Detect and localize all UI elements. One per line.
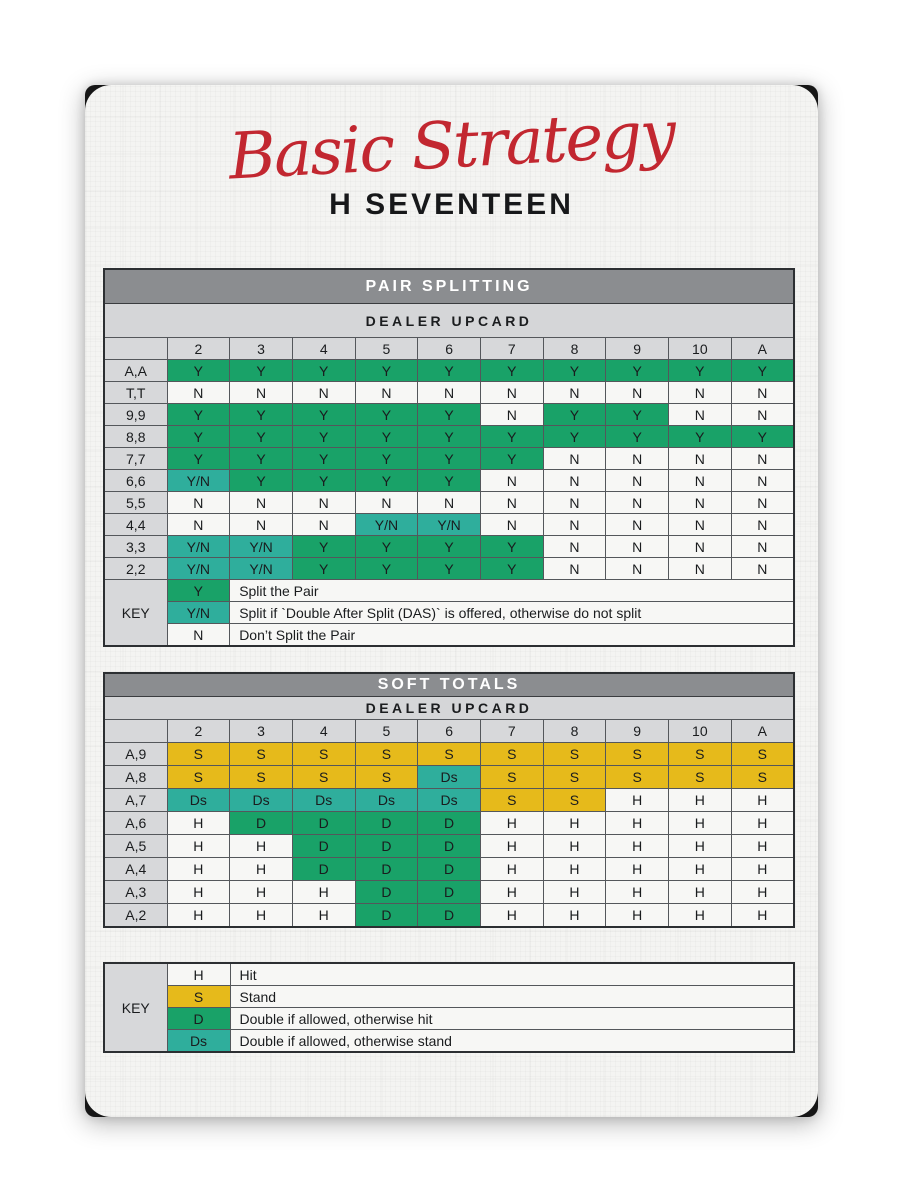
strategy-cell: Y/N bbox=[355, 514, 418, 536]
strategy-cell: Y/N bbox=[230, 558, 293, 580]
corner-cell bbox=[104, 338, 167, 360]
column-header-9: 9 bbox=[606, 720, 669, 743]
strategy-cell: H bbox=[167, 835, 230, 858]
strategy-cell: H bbox=[669, 881, 732, 904]
strategy-cell: N bbox=[480, 492, 543, 514]
strategy-cell: N bbox=[480, 404, 543, 426]
strategy-cell: D bbox=[292, 835, 355, 858]
column-header-4: 4 bbox=[292, 720, 355, 743]
strategy-cell: Y bbox=[606, 360, 669, 382]
strategy-cell: N bbox=[418, 492, 481, 514]
strategy-cell: N bbox=[543, 514, 606, 536]
strategy-cell: Ds bbox=[292, 789, 355, 812]
strategy-cell: Y bbox=[606, 426, 669, 448]
key-chip: D bbox=[167, 1008, 230, 1030]
key-description: Split the Pair bbox=[230, 580, 794, 602]
strategy-cell: N bbox=[731, 558, 794, 580]
strategy-cell: Y bbox=[230, 448, 293, 470]
strategy-cell: N bbox=[731, 404, 794, 426]
strategy-cell: N bbox=[355, 492, 418, 514]
strategy-cell: N bbox=[355, 382, 418, 404]
strategy-cell: H bbox=[167, 858, 230, 881]
strategy-cell: H bbox=[167, 904, 230, 928]
strategy-cell: H bbox=[731, 789, 794, 812]
strategy-cell: Y bbox=[355, 558, 418, 580]
strategy-cell: Y/N bbox=[167, 536, 230, 558]
column-header-2: 2 bbox=[167, 338, 230, 360]
row-label: 6,6 bbox=[104, 470, 167, 492]
strategy-cell: S bbox=[230, 743, 293, 766]
strategy-cell: D bbox=[418, 835, 481, 858]
strategy-cell: D bbox=[355, 881, 418, 904]
strategy-cell: H bbox=[480, 904, 543, 928]
strategy-cell: Y bbox=[167, 426, 230, 448]
strategy-cell: H bbox=[480, 858, 543, 881]
strategy-cell: D bbox=[355, 904, 418, 928]
strategy-cell: Y bbox=[167, 360, 230, 382]
strategy-cell: Y/N bbox=[418, 514, 481, 536]
strategy-cell: N bbox=[606, 514, 669, 536]
strategy-cell: Y bbox=[418, 404, 481, 426]
strategy-cell: S bbox=[480, 789, 543, 812]
strategy-cell: H bbox=[167, 812, 230, 835]
strategy-cell: N bbox=[669, 558, 732, 580]
strategy-cell: N bbox=[543, 382, 606, 404]
strategy-cell: S bbox=[230, 766, 293, 789]
strategy-cell: S bbox=[292, 766, 355, 789]
strategy-cell: N bbox=[543, 448, 606, 470]
strategy-cell: H bbox=[543, 835, 606, 858]
strategy-cell: S bbox=[167, 743, 230, 766]
strategy-cell: Y bbox=[418, 470, 481, 492]
strategy-cell: Y bbox=[418, 536, 481, 558]
strategy-cell: N bbox=[543, 558, 606, 580]
key-description: Double if allowed, otherwise hit bbox=[230, 1008, 794, 1030]
strategy-cell: N bbox=[230, 492, 293, 514]
key-chip: Y bbox=[167, 580, 230, 602]
key-description: Hit bbox=[230, 963, 794, 986]
strategy-cell: Y bbox=[606, 404, 669, 426]
row-label: 8,8 bbox=[104, 426, 167, 448]
strategy-cell: N bbox=[480, 382, 543, 404]
strategy-cell: N bbox=[292, 382, 355, 404]
column-header-5: 5 bbox=[355, 720, 418, 743]
strategy-cell: Y bbox=[543, 404, 606, 426]
strategy-cell: H bbox=[606, 858, 669, 881]
strategy-cell: S bbox=[355, 766, 418, 789]
strategy-cell: Y bbox=[230, 426, 293, 448]
strategy-cell: N bbox=[669, 448, 732, 470]
strategy-cell: Y bbox=[480, 536, 543, 558]
table-title: SOFT TOTALS bbox=[104, 673, 794, 697]
strategy-cell: S bbox=[731, 766, 794, 789]
row-label: 5,5 bbox=[104, 492, 167, 514]
key-description: Split if `Double After Split (DAS)` is offered, otherwise do not split bbox=[230, 602, 794, 624]
strategy-cell: N bbox=[606, 470, 669, 492]
strategy-cell: N bbox=[606, 492, 669, 514]
strategy-cell: N bbox=[167, 492, 230, 514]
strategy-cell: N bbox=[669, 514, 732, 536]
strategy-cell: Y/N bbox=[167, 558, 230, 580]
strategy-cell: S bbox=[355, 743, 418, 766]
strategy-cell: Y bbox=[292, 448, 355, 470]
strategy-cell: Ds bbox=[230, 789, 293, 812]
strategy-cell: N bbox=[669, 470, 732, 492]
strategy-cell: H bbox=[606, 835, 669, 858]
key-label: KEY bbox=[104, 963, 167, 1052]
strategy-cell: Y bbox=[480, 448, 543, 470]
strategy-cell: Y bbox=[292, 558, 355, 580]
key-chip: Y/N bbox=[167, 602, 230, 624]
corner-cell bbox=[104, 720, 167, 743]
strategy-cell: Ds bbox=[418, 789, 481, 812]
strategy-cell: N bbox=[480, 470, 543, 492]
row-label: A,2 bbox=[104, 904, 167, 928]
strategy-cell: D bbox=[418, 858, 481, 881]
strategy-cell: N bbox=[606, 536, 669, 558]
strategy-cell: H bbox=[606, 812, 669, 835]
strategy-cell: H bbox=[731, 904, 794, 928]
strategy-cell: Y bbox=[355, 448, 418, 470]
strategy-cell: N bbox=[543, 536, 606, 558]
row-label: 9,9 bbox=[104, 404, 167, 426]
strategy-cell: H bbox=[669, 904, 732, 928]
strategy-cell: Y bbox=[480, 426, 543, 448]
strategy-cell: Y bbox=[230, 360, 293, 382]
key-chip: Ds bbox=[167, 1030, 230, 1053]
strategy-cell: Y bbox=[292, 536, 355, 558]
strategy-cell: Y bbox=[418, 558, 481, 580]
strategy-cell: S bbox=[731, 743, 794, 766]
strategy-cell: D bbox=[292, 812, 355, 835]
strategy-cell: N bbox=[669, 536, 732, 558]
strategy-cell: Y bbox=[418, 360, 481, 382]
row-label: A,7 bbox=[104, 789, 167, 812]
strategy-cell: D bbox=[355, 812, 418, 835]
strategy-cell: Y bbox=[292, 360, 355, 382]
strategy-cell: S bbox=[543, 766, 606, 789]
key-chip: S bbox=[167, 986, 230, 1008]
column-header-3: 3 bbox=[230, 720, 293, 743]
strategy-key-table bbox=[103, 962, 795, 1053]
strategy-cell: N bbox=[606, 558, 669, 580]
strategy-cell: N bbox=[731, 492, 794, 514]
strategy-cell: Y bbox=[418, 448, 481, 470]
column-header-6: 6 bbox=[418, 720, 481, 743]
strategy-cell: H bbox=[230, 881, 293, 904]
strategy-cell: N bbox=[606, 382, 669, 404]
column-header-3: 3 bbox=[230, 338, 293, 360]
strategy-cell: S bbox=[167, 766, 230, 789]
dealer-upcard-label: DEALER UPCARD bbox=[104, 697, 794, 720]
strategy-cell: Y bbox=[167, 404, 230, 426]
dealer-upcard-label: DEALER UPCARD bbox=[104, 304, 794, 338]
strategy-cell: Y bbox=[167, 448, 230, 470]
strategy-cell: Y bbox=[543, 426, 606, 448]
strategy-cell: N bbox=[230, 514, 293, 536]
column-header-A: A bbox=[731, 338, 794, 360]
strategy-cell: Y bbox=[480, 558, 543, 580]
table-title: PAIR SPLITTING bbox=[104, 269, 794, 304]
strategy-cell: H bbox=[480, 835, 543, 858]
strategy-cell: H bbox=[167, 881, 230, 904]
strategy-cell: H bbox=[543, 881, 606, 904]
strategy-cell: H bbox=[606, 881, 669, 904]
strategy-cell: Y bbox=[731, 426, 794, 448]
strategy-cell: N bbox=[669, 492, 732, 514]
strategy-cell: H bbox=[543, 858, 606, 881]
strategy-cell: H bbox=[731, 858, 794, 881]
strategy-cell: N bbox=[731, 514, 794, 536]
card-title-script: Basic Strategy bbox=[226, 97, 676, 195]
strategy-cell: Y bbox=[418, 426, 481, 448]
row-label: A,3 bbox=[104, 881, 167, 904]
row-label: A,6 bbox=[104, 812, 167, 835]
strategy-cell: H bbox=[731, 812, 794, 835]
row-label: A,8 bbox=[104, 766, 167, 789]
row-label: A,4 bbox=[104, 858, 167, 881]
strategy-cell: Y bbox=[355, 360, 418, 382]
strategy-cell: D bbox=[355, 835, 418, 858]
row-label: 3,3 bbox=[104, 536, 167, 558]
strategy-cell: H bbox=[543, 904, 606, 928]
strategy-cell: D bbox=[418, 812, 481, 835]
strategy-cell: N bbox=[543, 470, 606, 492]
strategy-cell: H bbox=[292, 881, 355, 904]
column-header-2: 2 bbox=[167, 720, 230, 743]
strategy-cell: N bbox=[230, 382, 293, 404]
strategy-cell: D bbox=[292, 858, 355, 881]
strategy-cell: N bbox=[167, 382, 230, 404]
strategy-cell: S bbox=[606, 766, 669, 789]
strategy-cell: H bbox=[669, 789, 732, 812]
strategy-cell: N bbox=[731, 448, 794, 470]
strategy-cell: Ds bbox=[167, 789, 230, 812]
column-header-7: 7 bbox=[480, 720, 543, 743]
strategy-cell: H bbox=[543, 812, 606, 835]
strategy-cell: Y/N bbox=[230, 536, 293, 558]
strategy-cell: D bbox=[418, 881, 481, 904]
strategy-cell: Ds bbox=[355, 789, 418, 812]
strategy-cell: Y bbox=[230, 470, 293, 492]
strategy-cell: H bbox=[230, 858, 293, 881]
row-label: A,9 bbox=[104, 743, 167, 766]
column-header-4: 4 bbox=[292, 338, 355, 360]
column-header-8: 8 bbox=[543, 338, 606, 360]
strategy-cell: D bbox=[230, 812, 293, 835]
strategy-cell: S bbox=[292, 743, 355, 766]
column-header-7: 7 bbox=[480, 338, 543, 360]
column-header-5: 5 bbox=[355, 338, 418, 360]
strategy-cell: Y bbox=[355, 470, 418, 492]
strategy-cell: Y bbox=[355, 426, 418, 448]
strategy-cell: Y bbox=[292, 426, 355, 448]
strategy-cell: N bbox=[480, 514, 543, 536]
strategy-cell: N bbox=[669, 382, 732, 404]
strategy-cell: H bbox=[731, 881, 794, 904]
strategy-cell: Y bbox=[230, 404, 293, 426]
strategy-cell: H bbox=[669, 812, 732, 835]
strategy-cell: S bbox=[606, 743, 669, 766]
strategy-cell: N bbox=[292, 492, 355, 514]
strategy-cell: S bbox=[669, 743, 732, 766]
key-description: Stand bbox=[230, 986, 794, 1008]
strategy-cell: H bbox=[480, 881, 543, 904]
strategy-cell: Ds bbox=[418, 766, 481, 789]
strategy-cell: N bbox=[292, 514, 355, 536]
strategy-cell: Y bbox=[355, 536, 418, 558]
strategy-card bbox=[85, 85, 818, 1117]
soft-totals-table bbox=[103, 672, 795, 928]
strategy-cell: D bbox=[418, 904, 481, 928]
strategy-cell: N bbox=[731, 470, 794, 492]
key-label: KEY bbox=[104, 580, 167, 647]
row-label: 4,4 bbox=[104, 514, 167, 536]
pair-splitting-table bbox=[103, 268, 795, 647]
key-chip: N bbox=[167, 624, 230, 647]
column-header-10: 10 bbox=[669, 720, 732, 743]
strategy-cell: D bbox=[355, 858, 418, 881]
strategy-cell: N bbox=[543, 492, 606, 514]
strategy-cell: Y bbox=[355, 404, 418, 426]
strategy-cell: N bbox=[418, 382, 481, 404]
strategy-cell: N bbox=[731, 536, 794, 558]
strategy-cell: N bbox=[731, 382, 794, 404]
strategy-cell: Y/N bbox=[167, 470, 230, 492]
key-description: Double if allowed, otherwise stand bbox=[230, 1030, 794, 1053]
column-header-6: 6 bbox=[418, 338, 481, 360]
key-chip: H bbox=[167, 963, 230, 986]
column-header-8: 8 bbox=[543, 720, 606, 743]
column-header-9: 9 bbox=[606, 338, 669, 360]
strategy-cell: N bbox=[606, 448, 669, 470]
strategy-cell: H bbox=[606, 789, 669, 812]
row-label: 7,7 bbox=[104, 448, 167, 470]
strategy-cell: H bbox=[669, 835, 732, 858]
strategy-cell: H bbox=[292, 904, 355, 928]
column-header-A: A bbox=[731, 720, 794, 743]
strategy-cell: Y bbox=[292, 404, 355, 426]
strategy-cell: S bbox=[543, 743, 606, 766]
strategy-cell: H bbox=[230, 835, 293, 858]
strategy-cell: H bbox=[606, 904, 669, 928]
strategy-cell: N bbox=[167, 514, 230, 536]
strategy-cell: S bbox=[480, 766, 543, 789]
key-description: Don’t Split the Pair bbox=[230, 624, 794, 647]
row-label: 2,2 bbox=[104, 558, 167, 580]
row-label: A,A bbox=[104, 360, 167, 382]
strategy-cell: Y bbox=[480, 360, 543, 382]
strategy-cell: H bbox=[230, 904, 293, 928]
strategy-cell: Y bbox=[669, 360, 732, 382]
strategy-cell: Y bbox=[543, 360, 606, 382]
strategy-cell: Y bbox=[669, 426, 732, 448]
strategy-cell: Y bbox=[731, 360, 794, 382]
strategy-cell: S bbox=[669, 766, 732, 789]
strategy-cell: N bbox=[669, 404, 732, 426]
strategy-cell: H bbox=[669, 858, 732, 881]
strategy-cell: S bbox=[480, 743, 543, 766]
card-title-variant: H SEVENTEEN bbox=[329, 188, 574, 221]
row-label: T,T bbox=[104, 382, 167, 404]
strategy-cell: Y bbox=[292, 470, 355, 492]
strategy-cell: H bbox=[480, 812, 543, 835]
strategy-cell: H bbox=[731, 835, 794, 858]
column-header-10: 10 bbox=[669, 338, 732, 360]
row-label: A,5 bbox=[104, 835, 167, 858]
strategy-cell: S bbox=[418, 743, 481, 766]
strategy-cell: S bbox=[543, 789, 606, 812]
